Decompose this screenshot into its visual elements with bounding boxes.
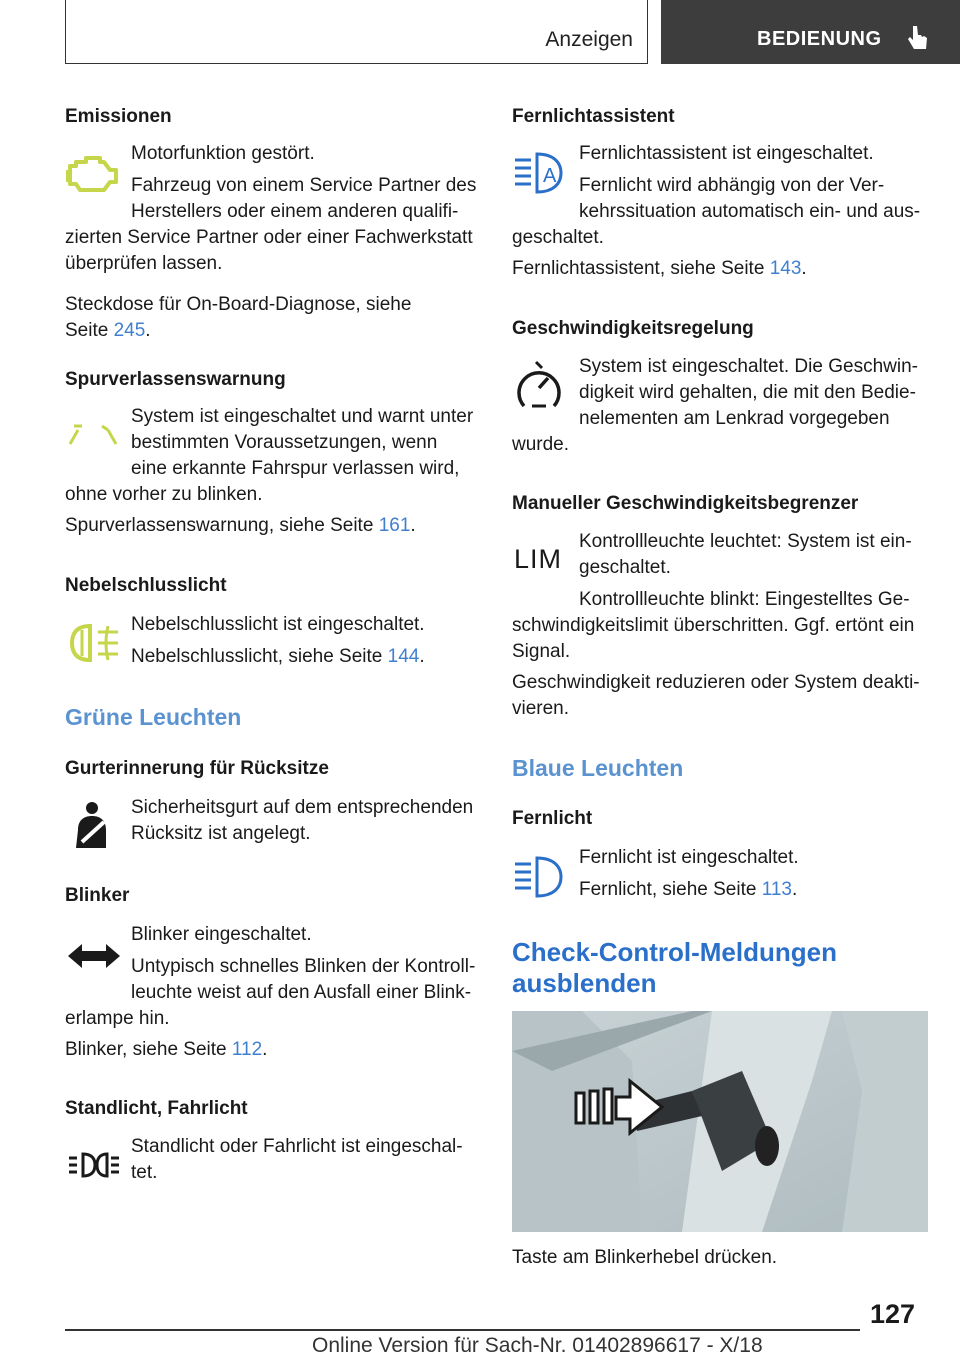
emissionen-text: Herstellers oder einem anderen qualifi- [131, 201, 459, 222]
spur-text: eine erkannte Fahrspur verlassen wird, [131, 458, 460, 479]
standlicht-text: tet. [131, 1162, 158, 1183]
emissionen-ref: Steckdose für On-Board-Diagnose, siehe [65, 294, 412, 315]
geschw-text: digkeit wird gehalten, die mit den Bedie- [579, 382, 916, 403]
blinker-text: Untypisch schnelles Blinken der Kontroll- [131, 956, 476, 977]
standlicht-text: Standlicht oder Fahrlicht ist eingeschal- [131, 1136, 463, 1157]
chapter-tab [661, 0, 960, 64]
heading-spurverlassenswarnung: Spurverlassenswarnung [65, 369, 286, 390]
footer-divider [65, 1329, 860, 1331]
ref-end: . [801, 258, 807, 279]
limit-text: geschaltet. [579, 557, 671, 578]
limit-text: Kontrollleuchte blinkt: Eingestelltes Ge- [579, 589, 910, 610]
lim-icon: LIM [514, 544, 563, 574]
ref-end: . [419, 646, 425, 667]
heading-standlicht: Standlicht, Fahrlicht [65, 1098, 248, 1119]
emissionen-text: Fahrzeug von einem Service Partner des [131, 175, 477, 196]
ref-prefix: Fernlichtassistent, siehe Seite [512, 258, 770, 279]
emissionen-text: überprüfen lassen. [65, 253, 223, 274]
fernassist-ref-line [512, 256, 807, 282]
spur-text: bestimmten Voraussetzungen, wenn [131, 432, 438, 453]
heading-geschwindigkeitsbegrenzer: Manueller Geschwindigkeitsbegrenzer [512, 493, 859, 514]
turn-signal-lever-illustration [512, 1011, 928, 1232]
heading-fernlichtassistent: Fernlichtassistent [512, 106, 675, 127]
heading-check-control [512, 937, 837, 999]
chapter-title: BEDIENUNG [757, 28, 882, 50]
engine-warning-icon [66, 152, 122, 196]
ref-prefix: Fernlicht, siehe Seite [579, 879, 762, 900]
high-beam-assistant-icon [513, 152, 565, 194]
spur-text: System ist eingeschaltet und warnt unter [131, 406, 474, 427]
svg-text:A: A [543, 165, 557, 187]
limit-text: Kontrollleuchte leuchtet: System ist ein- [579, 531, 912, 552]
turn-signal-icon [68, 942, 120, 970]
rear-fog-light-icon [68, 622, 122, 664]
heading-line: Check-Control-Meldungen [512, 937, 837, 967]
ref-prefix: Seite [65, 320, 114, 341]
spur-ref-line [65, 513, 416, 539]
blinker-text: leuchte weist auf den Ausfall einer Blink- [131, 982, 472, 1003]
spur-text: ohne vorher zu blinken. [65, 484, 263, 505]
heading-blinker: Blinker [65, 885, 130, 906]
ref-end: . [410, 515, 416, 536]
nebel-text: Nebelschlusslicht ist eingeschaltet. [131, 614, 425, 635]
nebel-ref-line [131, 644, 425, 670]
seatbelt-icon [72, 800, 112, 850]
heading-nebelschlusslicht: Nebelschlusslicht [65, 575, 227, 596]
blinker-text: Blinker eingeschaltet. [131, 924, 312, 945]
page-link-161[interactable]: 161 [378, 515, 411, 536]
ref-end: . [145, 320, 151, 341]
ref-end: . [262, 1039, 268, 1060]
emissionen-text: zierten Service Partner oder einer Fachwerkstatt [65, 227, 473, 248]
heading-fernlicht: Fernlicht [512, 808, 593, 829]
page-link-144[interactable]: 144 [387, 646, 420, 667]
emissionen-line1: Motorfunktion gestört. [131, 143, 315, 164]
ref-prefix: Nebelschlusslicht, siehe Seite [131, 646, 388, 667]
fernassist-text: geschaltet. [512, 227, 604, 248]
geschw-text: System ist eingeschaltet. Die Geschwin- [579, 356, 918, 377]
page-link-143[interactable]: 143 [769, 258, 802, 279]
page-number: 127 [870, 1299, 916, 1329]
hand-pointer-icon [906, 24, 930, 54]
footer-version: Online Version für Sach-Nr. 01402896617 - X/18 [312, 1334, 763, 1357]
limit-text: vieren. [512, 698, 570, 719]
fernassist-text: kehrssituation automatisch ein- und aus- [579, 201, 921, 222]
gurt-text: Rücksitz ist angelegt. [131, 823, 311, 844]
fernassist-text: Fernlicht wird abhängig von der Ver- [579, 175, 885, 196]
section-tab [65, 0, 648, 64]
fernlicht-text: Fernlicht ist eingeschaltet. [579, 847, 799, 868]
heading-blaue-leuchten: Blaue Leuchten [512, 755, 684, 781]
limit-text: Signal. [512, 641, 571, 662]
limit-text: Geschwindigkeit reduzieren oder System deakti- [512, 672, 920, 693]
ref-prefix: Blinker, siehe Seite [65, 1039, 232, 1060]
geschw-text: wurde. [512, 434, 570, 455]
high-beam-icon [513, 856, 565, 898]
parking-light-icon [67, 1152, 121, 1178]
heading-line: ausblenden [512, 968, 657, 998]
fernassist-text: Fernlichtassistent ist eingeschaltet. [579, 143, 874, 164]
lane-departure-icon [68, 424, 118, 446]
illustration-caption: Taste am Blinkerhebel drücken. [512, 1247, 778, 1268]
geschw-text: nelementen am Lenkrad vorgegeben [579, 408, 890, 429]
heading-gurterinnerung: Gurterinnerung für Rücksitze [65, 758, 329, 779]
heading-emissionen: Emissionen [65, 106, 172, 127]
limit-text: schwindigkeitslimit überschritten. Ggf. ertönt ein [512, 615, 915, 636]
ref-end: . [792, 879, 798, 900]
page-link-112[interactable]: 112 [231, 1039, 263, 1060]
page-link-245[interactable]: 245 [113, 320, 146, 341]
ref-prefix: Spurverlassenswarnung, siehe Seite [65, 515, 379, 536]
blinker-text: erlampe hin. [65, 1008, 170, 1029]
gurt-text: Sicherheitsgurt auf dem entsprechenden [131, 797, 474, 818]
emissionen-ref-line [65, 318, 151, 344]
heading-gruene-leuchten: Grüne Leuchten [65, 704, 242, 730]
blinker-ref-line [65, 1037, 267, 1063]
fernlicht-ref-line [579, 877, 797, 903]
heading-geschwindigkeitsregelung: Geschwindigkeitsregelung [512, 318, 754, 339]
cruise-control-icon [514, 360, 564, 412]
page-link-113[interactable]: 113 [761, 879, 792, 900]
section-title: Anzeigen [545, 28, 633, 51]
